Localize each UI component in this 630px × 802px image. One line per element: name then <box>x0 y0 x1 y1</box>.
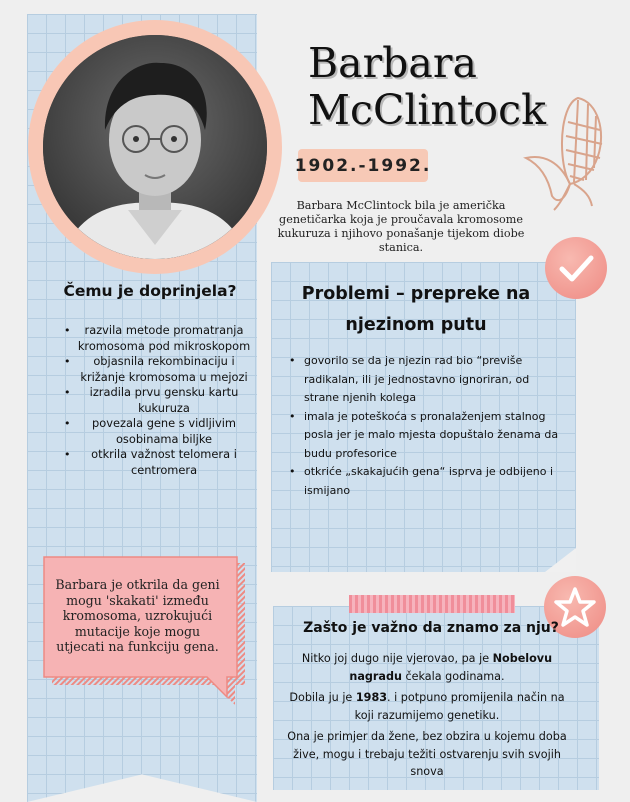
why-paragraph <box>283 650 571 685</box>
contributions-list <box>66 323 256 478</box>
problems-list <box>289 352 564 500</box>
text-span: Nitko joj dugo nije vjerovao, pa je <box>301 652 493 665</box>
note-text: Barbara je otkrila da geni mogu 'skakati' između kromosoma, uzrokujući mutacije koje mogu utjecati na funkciju gena. <box>55 577 220 654</box>
list-item: • otkrila važnost telomera i centromera <box>66 447 256 478</box>
life-dates-badge: 1902.-1992. <box>298 149 428 182</box>
list-item: • povezala gene s vidljivim osobinama biljke <box>66 416 256 447</box>
list-item: • razvila metode promatranja kromosoma pod mikroskopom <box>66 323 256 354</box>
list-item: • otkriće „skakajućih gena“ isprva je odbijeno i ismijano <box>289 463 564 500</box>
bold-text: 1983 <box>355 691 388 704</box>
title-line-2: McClintock <box>308 86 546 134</box>
list-item: • imala je poteškoća s pronalaženjem stalnog posla jer je malo mjesta dopuštalo ženama da budu profesorice <box>289 408 564 464</box>
corn-icon <box>520 92 612 212</box>
why-heading: Zašto je važno da znamo za nju? <box>303 620 559 636</box>
list-item: • objasnila rekombinaciju i križanje kromosoma u mejozi <box>66 354 256 385</box>
title-line-1: Barbara <box>308 39 477 87</box>
text-span: čekala godinama. <box>401 669 505 683</box>
intro-text: Barbara McClintock bila je američka genetičarka koja je proučavala kromosome kukuruza i njihovo ponašanje tijekom diobe stanica. <box>277 199 525 254</box>
checkmark-icon <box>545 237 607 299</box>
contributions-heading: Čemu je doprinjela? <box>63 282 237 300</box>
portrait-photo <box>43 35 267 259</box>
list-item: • govorilo se da je njezin rad bio “previše radikalan, ili je jednostavno ignoriran, od strane njenih kolega <box>289 352 564 408</box>
why-body <box>283 650 571 781</box>
why-paragraph <box>283 689 571 724</box>
why-paragraph: Ona je primjer da žene, bez obzira u kojemu doba žive, mogu i trebaju težiti ostvarenju svih svojih snova <box>287 730 567 778</box>
text-span: . i potpuno promijenila način na koji razumijemo genetiku. <box>354 691 565 722</box>
bold-text: Nobelovu nagradu <box>349 652 553 683</box>
problems-heading: Problemi – prepreke na njezinom putu <box>301 284 531 335</box>
list-item: • izradila prvu gensku kartu kukuruza <box>66 385 256 416</box>
text-span: Dobila ju je <box>289 691 356 704</box>
washi-tape <box>349 595 515 613</box>
